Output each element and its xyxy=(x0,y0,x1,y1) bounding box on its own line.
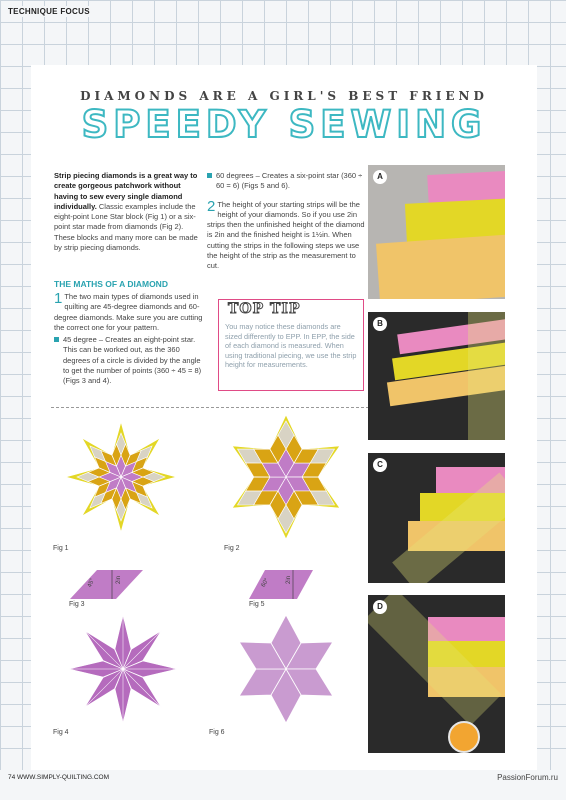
article-card xyxy=(31,65,537,770)
fig6-label: Fig 6 xyxy=(209,729,225,736)
section-label: TECHNIQUE FOCUS xyxy=(8,7,90,16)
divider xyxy=(51,407,369,408)
bullet-60: 60 degrees – Creates a six-point star (360 ÷ 60 = 6) (Figs 5 and 6). xyxy=(207,171,365,192)
rotary-cutter-icon xyxy=(448,721,480,753)
kicker: DIAMONDS ARE A GIRL'S BEST FRIEND xyxy=(80,89,488,103)
fig5-height: 2in xyxy=(286,575,293,585)
bullet-45: 45 degree – Creates an eight-point star. This can be worked out, as the 360 degrees of a circle is divided by the angle to get the number of points (360 ÷ 45 = 8) (Figs 3 and 4). xyxy=(54,335,206,386)
maths-heading: THE MATHS OF A DIAMOND xyxy=(54,279,168,289)
photo-b xyxy=(368,312,505,440)
intro-paragraph xyxy=(54,171,204,253)
fig1-label: Fig 1 xyxy=(53,545,69,552)
fig6-purple-star xyxy=(226,613,346,725)
fig5-angle: 60° xyxy=(260,577,271,589)
bullet-square-icon xyxy=(54,337,59,342)
photo-c xyxy=(368,453,505,583)
photo-d xyxy=(368,595,505,753)
top-tip-title: TOP TIP xyxy=(225,301,304,317)
intro-bold: Strip piecing diamonds is a great way to create gorgeous patchwork without having to sew every single diamond individually. xyxy=(54,171,198,211)
step-number-2: 2 xyxy=(207,197,216,215)
fig4-label: Fig 4 xyxy=(53,729,69,736)
fig4-purple-star xyxy=(53,613,193,725)
bullet-square-icon xyxy=(207,173,212,178)
photo-c-label: C xyxy=(373,458,387,472)
fig3-angle: 45° xyxy=(87,577,96,589)
fig2-six-point-star xyxy=(221,410,351,545)
page-title: SPEEDY SEWING xyxy=(81,103,487,146)
column-2 xyxy=(207,171,365,272)
fig5-diamond-60 xyxy=(247,567,317,602)
footer-watermark: PassionForum.ru xyxy=(497,773,558,782)
fig1-lone-star xyxy=(51,410,191,545)
fig2-label: Fig 2 xyxy=(224,545,240,552)
photo-a xyxy=(368,165,505,299)
step-2: 2 The height of your starting strips will be the height of your diamonds. So if you use 2in strips then the unfinished height of the diamond is 2in and the finished height is 1½in. When cutting the strips in the following steps we use the height of the strip as the measurement to cut. xyxy=(207,197,365,271)
top-tip-text: You may notice these diamonds are sized differently to EPP. In EPP, the side of each diamond is measured. When using traditional piecing, we use the strip height for measurements. xyxy=(225,322,357,370)
step-number-1: 1 xyxy=(54,290,63,307)
fig5-label: Fig 5 xyxy=(249,601,265,608)
fig3-diamond-45 xyxy=(67,567,147,602)
photo-b-label: B xyxy=(373,317,387,331)
maths-section xyxy=(54,292,206,387)
fig3-height: 2in xyxy=(116,575,123,585)
photo-a-label: A xyxy=(373,170,387,184)
footer-page-url: 74 WWW.SIMPLY-QUILTING.COM xyxy=(8,774,110,781)
maths-text: The two main types of diamonds used in quilting are 45-degree diamonds and 60-degree diamonds. Make sure you are cutting the correct one for your pattern. xyxy=(54,292,203,332)
photo-d-label: D xyxy=(373,600,387,614)
top-tip-box xyxy=(218,299,364,391)
fig3-label: Fig 3 xyxy=(69,601,85,608)
intro-text: Classic examples include the eight-point Lone Star block (Fig 1) or a six-point star made from diamonds (Fig 2). These blocks and many more can be made by strip piecing diamonds. xyxy=(54,201,198,253)
